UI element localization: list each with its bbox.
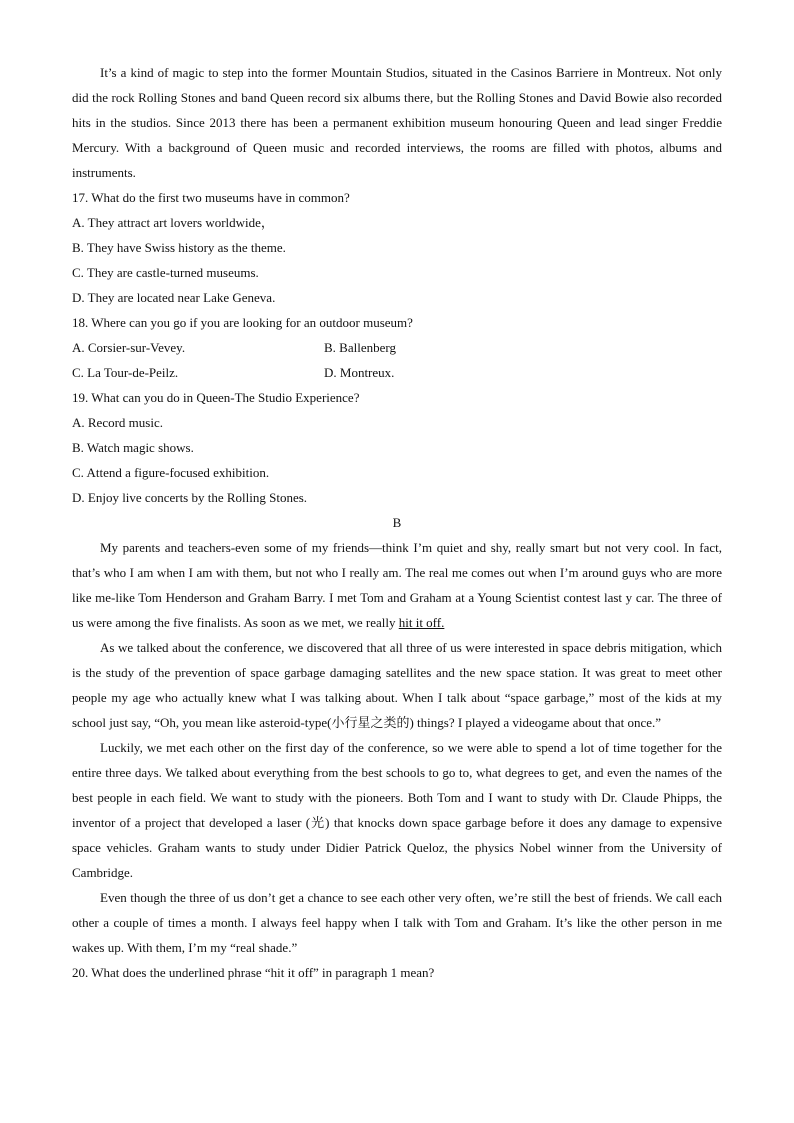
question-stem: 19. What can you do in Queen-The Studio Experience? xyxy=(72,390,360,405)
question-stem: 17. What do the first two museums have in common? xyxy=(72,190,350,205)
option-a: A. Record music. xyxy=(72,415,163,430)
paragraph-2: As we talked about the conference, we discovered that all three of us were interested in space debris mitigation, which is the study of the prevention of space garbage damaging satellites and the new space station. It was great to meet other people my age who actually knew what I was talking about. When I talk about “space garbage,” most of the kids at my school just say, “Oh, you mean like asteroid-type(小行星之类的) things? I played a videogame about that once.” xyxy=(72,640,722,730)
option-d: D. Enjoy live concerts by the Rolling Stones. xyxy=(72,490,308,505)
option-a: A. They attract art lovers worldwide， xyxy=(72,215,274,230)
passage-a-paragraph: It’s a kind of magic to step into the former Mountain Studios, situated in the Casinos Barriere in Montreux. Not only did the rock Rolling Stones and band Queen record six albums there, but the Rolling Stones and David Bowie also recorded hits in the studios. Since 2013 there has been a permanent exhibition museum honouring Queen and lead singer Freddie Mercury. With a background of Queen music and recorded interviews, the rooms are filled with photos, albums and instruments. xyxy=(72,65,722,180)
option-row xyxy=(72,335,722,360)
question-stem: 18. Where can you go if you are looking for an outdoor museum? xyxy=(72,315,413,330)
question-20-stem: 20. What does the underlined phrase “hit it off” in paragraph 1 mean? xyxy=(72,965,435,980)
question-17 xyxy=(72,185,722,310)
option-a: A. Corsier-sur-Vevey. xyxy=(72,340,186,355)
option-d: D. They are located near Lake Geneva. xyxy=(72,290,276,305)
option-d: D. Montreux. xyxy=(324,365,395,380)
option-b: B. Ballenberg xyxy=(324,340,396,355)
section-heading-b: B xyxy=(392,515,402,530)
paragraph-1-text: My parents and teachers-even some of my friends—think I’m quiet and shy, really smart but not very cool. In fact, that’s who I am when I am with them, but not who I really am. The real me comes out when I’m around guys who are more like me-like Tom Henderson and Graham Barry. I met Tom and Graham at a Young Scientist contest last y car. The three of us were among the five finalists. As soon as we met, we really xyxy=(72,540,722,630)
option-c: C. Attend a figure-focused exhibition. xyxy=(72,465,270,480)
paragraph-1 xyxy=(72,535,722,635)
question-19 xyxy=(72,385,722,510)
option-row xyxy=(72,360,722,385)
option-c: C. La Tour-de-Peilz. xyxy=(72,365,179,380)
option-b: B. Watch magic shows. xyxy=(72,440,194,455)
document-page xyxy=(72,60,722,985)
option-b: B. They have Swiss history as the theme. xyxy=(72,240,286,255)
paragraph-3: Luckily, we met each other on the first day of the conference, so we were able to spend a lot of time together for the entire three days. We talked about everything from the best schools to go to, what degrees to get, and even the names of the best people in each field. We want to study with the pioneers. Both Tom and I want to study with Dr. Claude Phipps, the inventor of a project that developed a laser (光) that knocks down space garbage before it does any damage to expensive space vehicles. Graham wants to study under Didier Patrick Queloz, the physics Nobel winner from the University of Cambridge. xyxy=(72,740,722,880)
underlined-phrase: hit it off. xyxy=(398,615,445,630)
paragraph-4: Even though the three of us don’t get a chance to see each other very often, we’re still the best of friends. We call each other a couple of times a month. I always feel happy when I talk with Tom and Graham. It’s like the other person in me wakes up. With them, I’m my “real shade.” xyxy=(72,890,722,955)
passage-b xyxy=(72,535,722,960)
passage-a-tail xyxy=(72,60,722,185)
option-c: C. They are castle-turned museums. xyxy=(72,265,259,280)
question-18 xyxy=(72,310,722,385)
